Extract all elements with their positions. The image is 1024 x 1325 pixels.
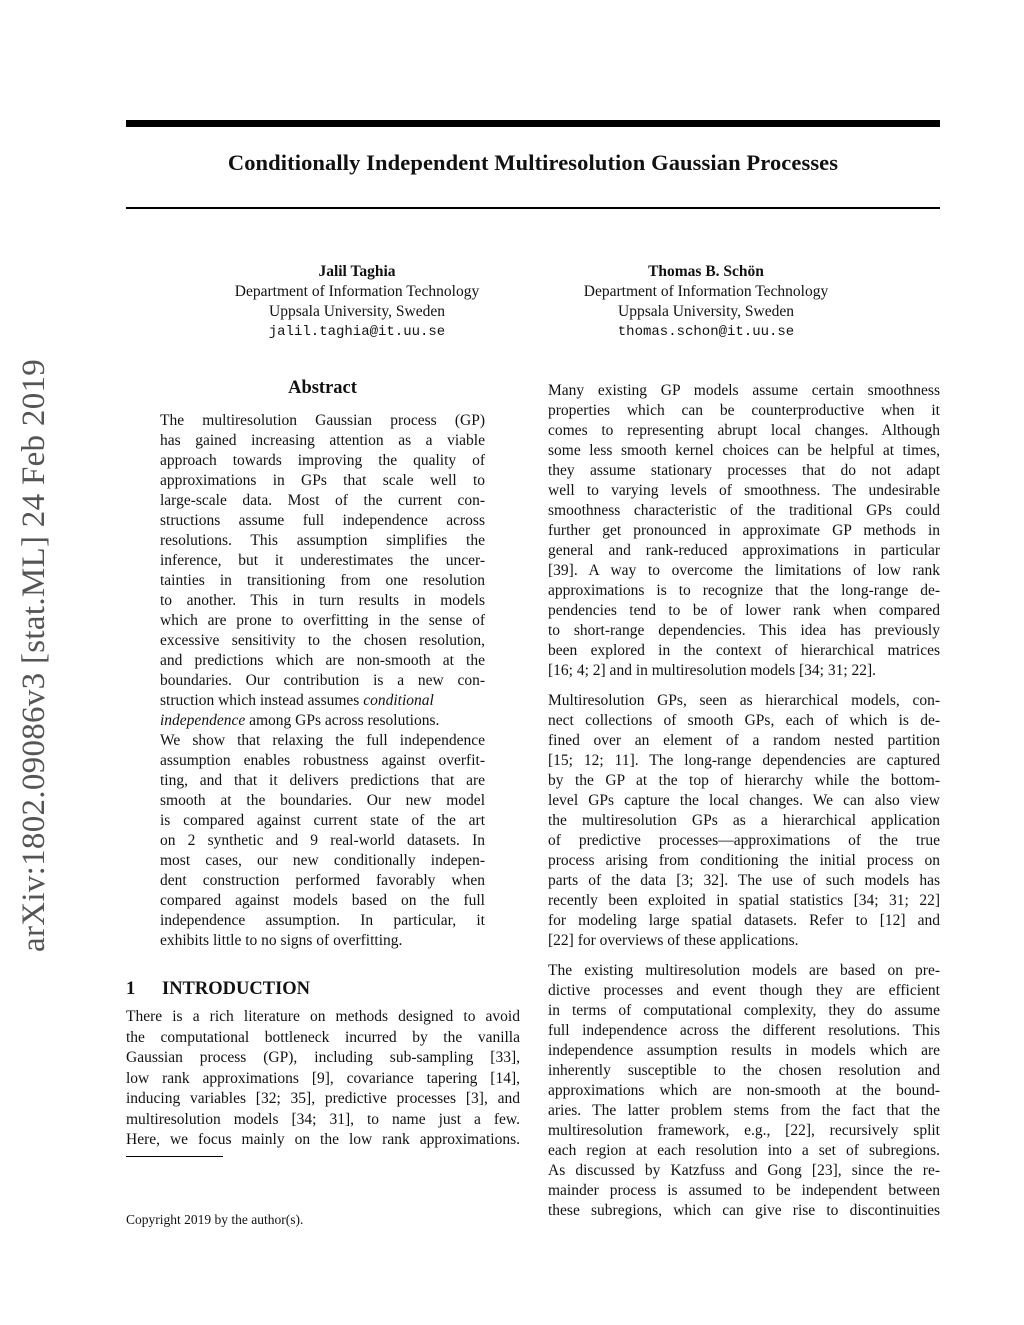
body-line: inherently susceptible to the chosen resolution and (548, 1062, 940, 1079)
abstract-line: exhibits little to no signs of overfitting. (160, 932, 403, 949)
body-line: by the GP at the top of hierarchy while the bottom- (548, 772, 940, 789)
body-line: been explored in the context of hierarchical matrices (548, 642, 940, 659)
paper-title: Conditionally Independent Multiresolution Gaussian Processes (227, 150, 839, 175)
abstract-line: tainties in transitioning from one resolution (160, 572, 485, 589)
body-line: Multiresolution GPs, seen as hierarchical models, con- (548, 692, 940, 709)
abstract-line: to another. This in turn results in models (160, 592, 485, 609)
abstract-line: structions assume full independence across (160, 512, 485, 529)
body-line: general and rank-reduced approximations in particular (548, 542, 940, 559)
author-name: Jalil Taghia (318, 263, 396, 280)
body-line: [22] for overviews of these applications. (548, 932, 799, 949)
body-line: fined over an element of a random nested partition (548, 732, 940, 749)
abstract-line: approach towards improving the quality of (160, 452, 485, 469)
body-line: each region at each resolution into a set of subregions. (548, 1142, 940, 1159)
body-line: pendencies tend to be of lower rank when compared (548, 602, 940, 619)
footnote-rule (126, 1156, 223, 1157)
abstract-line: ting, and that it delivers predictions that are (160, 772, 485, 789)
body-line: comes to representing abrupt local changes. Although (548, 422, 940, 439)
abstract-italic: conditional (363, 692, 434, 709)
arxiv-stamp: arXiv:1802.09086v3 [stat.ML] 24 Feb 2019 (16, 358, 52, 952)
body-line: they assume stationary processes that do not adapt (548, 462, 940, 479)
body-line: [16; 4; 2] and in multiresolution models [34; 31; 22]. (548, 662, 877, 679)
author-univ: Uppsala University, Sweden (269, 303, 445, 320)
author-univ: Uppsala University, Sweden (618, 303, 794, 320)
paragraph (548, 961, 940, 1221)
abstract-heading: Abstract (288, 378, 357, 398)
body-line: these subregions, which can give rise to discontinuities (548, 1202, 940, 1219)
abstract-line: We show that relaxing the full independence (160, 732, 485, 749)
intro-line: There is a rich literature on methods designed to avoid (126, 1008, 520, 1025)
abstract-italic: independence (160, 712, 246, 729)
section-heading (126, 979, 526, 1000)
abstract-body (160, 411, 485, 951)
abstract-line-tail: among GPs across resolutions. (245, 712, 440, 729)
abstract-line: is compared against current state of the art (160, 812, 485, 829)
body-line: in terms of computational complexity, they do assume (548, 1002, 940, 1019)
paragraph (548, 691, 940, 951)
body-line: mainder process is assumed to be independent between (548, 1182, 940, 1199)
body-line: dictive processes and event though they are efficient (548, 982, 940, 999)
right-column (548, 381, 940, 1231)
author-block-1 (177, 262, 537, 342)
author-block-2 (526, 262, 886, 342)
body-line: to short-range dependencies. This idea has previously (548, 622, 940, 639)
intro-line: inducing variables [32; 35], predictive processes [3], and (126, 1090, 520, 1107)
body-line: well to varying levels of smoothness. The undesirable (548, 482, 940, 499)
body-line: the multiresolution GPs as a hierarchical application (548, 812, 940, 829)
body-line: [39]. A way to overcome the limitations of low rank (548, 562, 940, 579)
body-line: parts of the data [3; 32]. The use of such models has (548, 872, 940, 889)
top-rule (126, 120, 940, 127)
body-line: process arising from conditioning the initial process on (548, 852, 940, 869)
body-line: [15; 12; 11]. The long-range dependencies are captured (548, 752, 940, 769)
author-dept: Department of Information Technology (583, 283, 829, 300)
abstract-line: assumption enables robustness against overfit- (160, 752, 485, 769)
abstract-line: dent construction performed favorably when (160, 872, 485, 889)
abstract-line: has gained increasing attention as a viable (160, 432, 485, 449)
body-line: properties which can be counterproductive when it (548, 402, 940, 419)
intro-line: multiresolution models [34; 31], to name just a few. (126, 1110, 520, 1128)
copyright-note: Copyright 2019 by the author(s). (126, 1212, 304, 1227)
section-title: INTRODUCTION (162, 979, 311, 999)
body-line: approximations is to recognize that the long-range de- (548, 582, 940, 599)
section-number: 1 (126, 979, 136, 999)
abstract-line: and predictions which are non-smooth at the (160, 652, 485, 669)
abstract-line: boundaries. Our contribution is a new con- (160, 672, 485, 689)
abstract-line-lead: struction which instead assumes (160, 692, 364, 709)
body-line: independence assumption results in models which are (548, 1042, 940, 1059)
abstract-line: which are prone to overfitting in the sense of (160, 612, 485, 629)
abstract-line: most cases, our new conditionally indepen- (160, 852, 485, 869)
abstract-line (160, 711, 485, 731)
abstract-line: large-scale data. Most of the current con- (160, 492, 485, 509)
intro-line: low rank approximations [9], covariance tapering [14], (126, 1069, 520, 1087)
abstract-line: compared against models based on the full (160, 892, 485, 909)
intro-line: Here, we focus mainly on the low rank approximations. (126, 1131, 520, 1148)
body-line: recently been exploited in spatial statistics [34; 31; 22] (548, 892, 940, 909)
body-line: nect collections of smooth GPs, each of which is de- (548, 712, 940, 729)
body-line: of predictive processes—approximations of the true (548, 832, 940, 849)
author-dept: Department of Information Technology (234, 283, 480, 300)
abstract-line: independence assumption. In particular, it (160, 912, 485, 929)
abstract-line: smooth at the boundaries. Our new model (160, 792, 485, 809)
intro-line: the computational bottleneck incurred by the vanilla (126, 1028, 520, 1046)
abstract-line: approximations in GPs that scale well to (160, 472, 485, 489)
author-name: Thomas B. Schön (648, 263, 764, 280)
abstract-line: resolutions. This assumption simplifies the (160, 532, 485, 549)
abstract-line (160, 691, 485, 711)
body-line: As discussed by Katzfuss and Gong [23], since the re- (548, 1162, 940, 1179)
author-email: jalil.taghia@it.uu.se (268, 324, 446, 340)
paragraph (548, 381, 940, 681)
body-line: smoothness characteristic of the traditional GPs could (548, 502, 940, 519)
body-line: full independence across the different resolutions. This (548, 1022, 940, 1039)
abstract-line: excessive sensitivity to the chosen resolution, (160, 632, 485, 649)
intro-line: Gaussian process (GP), including sub-sampling [33], (126, 1049, 520, 1066)
body-line: approximations which are non-smooth at the bound- (548, 1082, 940, 1099)
body-line: for modeling large spatial datasets. Refer to [12] and (548, 912, 940, 929)
body-line: The existing multiresolution models are based on pre- (548, 962, 940, 979)
body-line: some less smooth kernel choices can be helpful at times, (548, 442, 940, 459)
introduction-body (126, 1007, 520, 1151)
body-line: level GPs capture the local changes. We can also view (548, 792, 940, 809)
abstract-line: inference, but it underestimates the uncer- (160, 552, 485, 569)
body-line: Many existing GP models assume certain smoothness (548, 382, 940, 399)
body-line: multiresolution framework, e.g., [22], recursively split (548, 1122, 940, 1139)
title-rule (126, 207, 940, 209)
body-line: further get pronounced in approximate GP methods in (548, 522, 940, 539)
author-email: thomas.schon@it.uu.se (617, 324, 795, 340)
body-line: aries. The latter problem stems from the fact that the (548, 1102, 940, 1119)
abstract-line: on 2 synthetic and 9 real-world datasets. In (160, 832, 485, 849)
abstract-line: The multiresolution Gaussian process (GP) (160, 412, 485, 429)
